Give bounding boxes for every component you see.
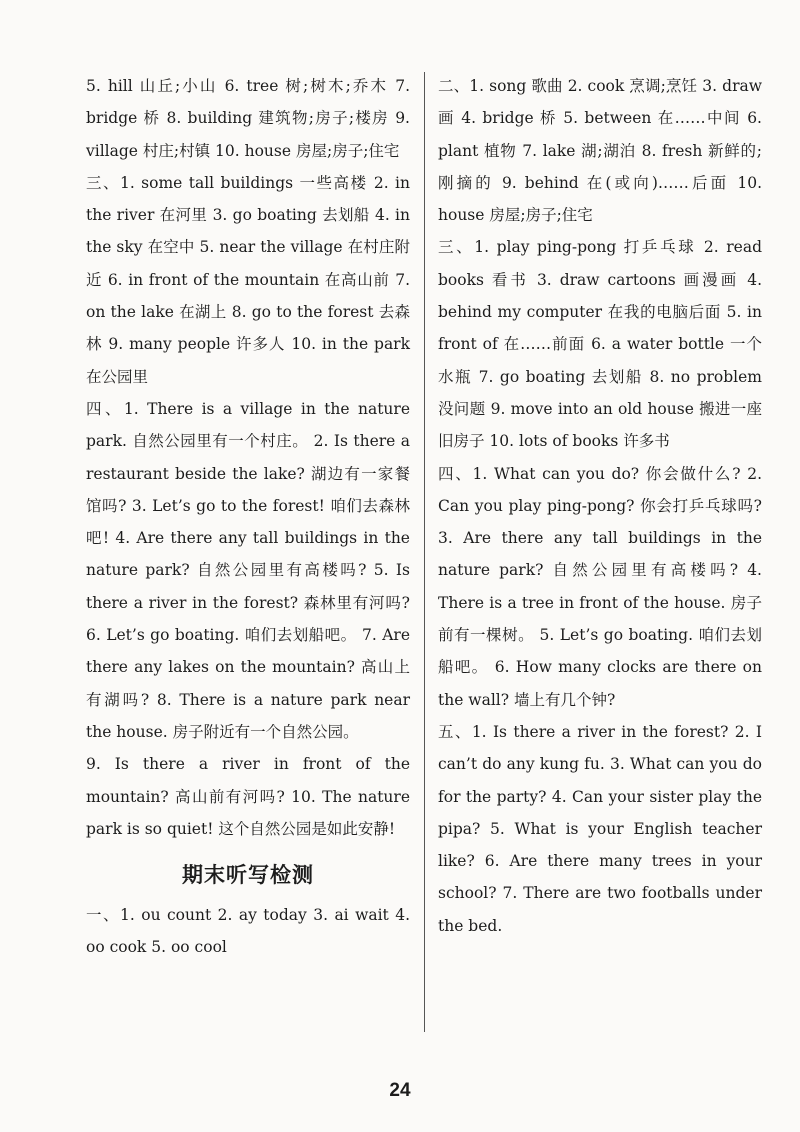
answer-block-phrases-2: 三、1. play ping-pong 打乒乓球 2. read books 看书 3. draw cartoons 画漫画 4. behind my computer 在我的电脑后面 5. in front of 在……前面 6. a water bottle 一个水瓶 7. go boating 去划船 8. no problem 没问题 9. move into an old house 搬进一座旧房子 10. lots of books 许多书 (438, 238, 762, 451)
column-divider (424, 72, 425, 1032)
answer-block-vocab-2: 二、1. song 歌曲 2. cook 烹调;烹饪 3. draw 画 4. bridge 桥 5. between 在……中间 6. plant 植物 7. lake 湖;湖泊 8. fresh 新鲜的;刚摘的 9. behind 在(或向)……后面 10. house 房屋;房子;住宅 (438, 77, 762, 225)
answer-block-vocab-1: 5. hill 山丘;小山 6. tree 树;树木;乔木 7. bridge 桥 8. building 建筑物;房子;楼房 9. village 村庄;村镇 10. house 房屋;房子;住宅 (86, 77, 410, 160)
answer-block-phonics: 一、1. ou count 2. ay today 3. ai wait 4. oo cook 5. oo cool (86, 906, 410, 957)
right-column (438, 70, 762, 942)
left-column (86, 70, 410, 964)
answer-block-sentences-1-cont: 9. Is there a river in front of the mountain? 高山前有河吗? 10. The nature park is so quiet! 这个自然公园是如此安静! (86, 755, 410, 838)
section-title: 期末听写检测 (182, 863, 314, 888)
page-number: 24 (389, 1080, 411, 1101)
answer-block-phrases-1: 三、1. some tall buildings 一些高楼 2. in the river 在河里 3. go boating 去划船 4. in the sky 在空中 5. near the village 在村庄附近 6. in front of the mountain 在高山前 7. on the lake 在湖上 8. go to the forest 去森林 9. many people 许多人 10. in the park 在公园里 (86, 173, 410, 386)
answer-block-dictation: 五、1. Is there a river in the forest? 2. I can’t do any kung fu. 3. What can you do for the party? 4. Can your sister play the pipa? 5. What is your English teacher like? 6. Are there many trees in your school? 7. There are two footballs under the bed. (438, 722, 762, 935)
answer-block-sentences-1: 四、1. There is a village in the nature park. 自然公园里有一个村庄。 2. Is there a restaurant beside the lake? 湖边有一家餐馆吗? 3. Let’s go to the forest! 咱们去森林吧! 4. Are there any tall buildings in the nature park? 自然公园里有高楼吗? 5. Is there a river in the forest? 森林里有河吗? 6. Let’s go boating. 咱们去划船吧。 7. Are there any lakes on the mountain? 高山上有湖吗? 8. There is a nature park near the house. 房子附近有一个自然公园。 (86, 399, 410, 741)
answer-block-sentences-2: 四、1. What can you do? 你会做什么? 2. Can you play ping-pong? 你会打乒乓球吗? 3. Are there any tall buildings in the nature park? 自然公园里有高楼吗? 4. There is a tree in front of the house. 房子前有一棵树。 5. Let’s go boating. 咱们去划船吧。 6. How many clocks are there on the wall? 墙上有几个钟? (438, 464, 762, 709)
